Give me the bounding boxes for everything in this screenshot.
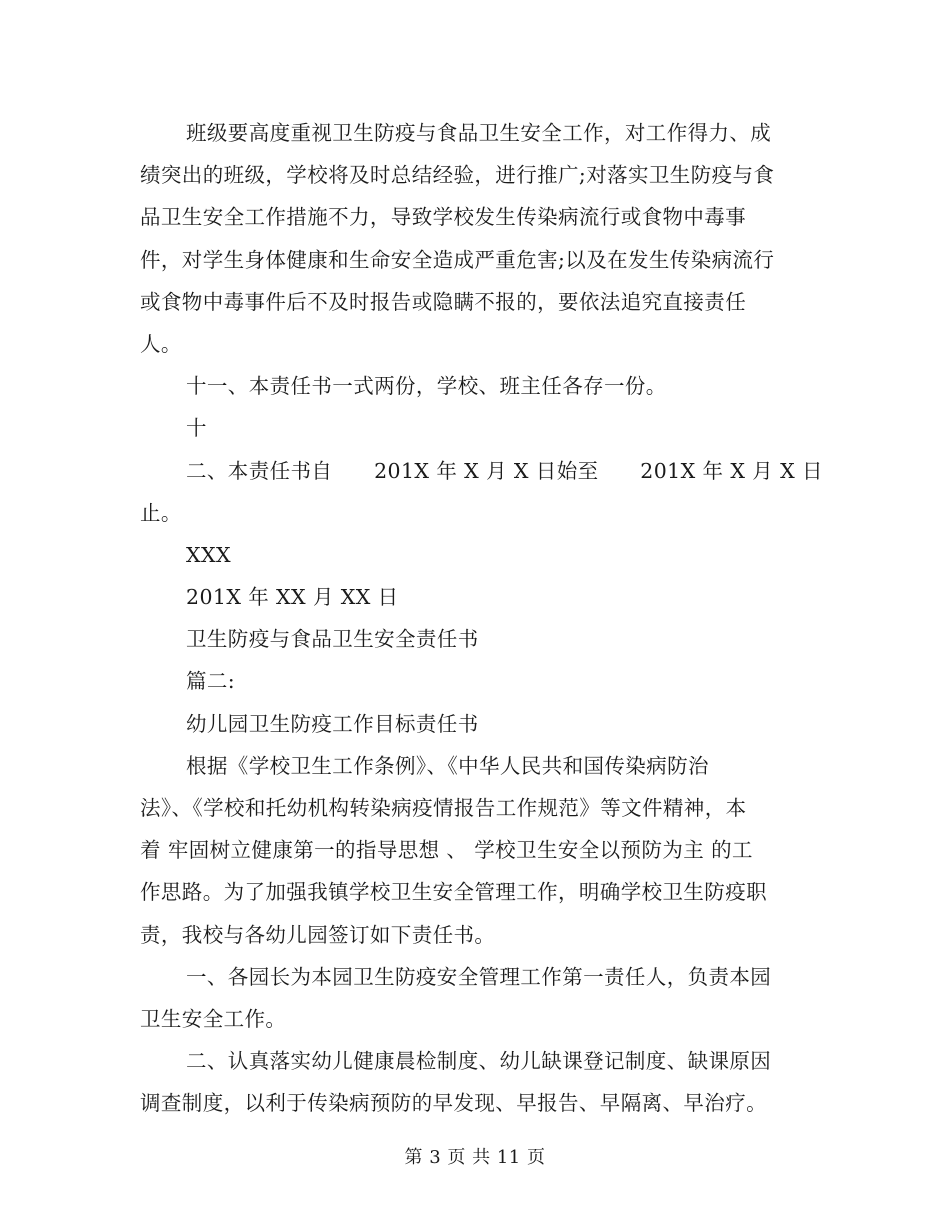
document-body	[140, 112, 823, 1125]
text-line: 调查制度，以利于传染病预防的早发现、早报告、早隔离、早治疗。	[140, 1091, 767, 1116]
section-label: 篇二:	[186, 669, 236, 694]
text-line: 绩突出的班级，学校将及时总结经验，进行推广;对落实卫生防疫与食	[140, 163, 775, 188]
text-line: 二、认真落实幼儿健康晨检制度、幼儿缺课登记制度、缺课原因	[186, 1049, 772, 1074]
signature-date: 201X 年 XX 月 XX 日	[186, 585, 399, 610]
text-line: 品卫生安全工作措施不力，导致学校发生传染病流行或食物中毒事	[140, 205, 747, 230]
page-footer: 第 3 页 共 11 页	[404, 1147, 546, 1168]
text-line: 二、本责任书自 201X 年 X 月 X 日始至 201X 年 X 月 X 日	[186, 458, 823, 483]
document-heading: 幼儿园卫生防疫工作目标责任书	[186, 711, 479, 736]
text-line: 或食物中毒事件后不及时报告或隐瞒不报的，要依法追究直接责任	[140, 289, 747, 314]
text-line: 班级要高度重视卫生防疫与食品卫生安全工作，对工作得力、成	[186, 121, 772, 145]
text-line: 根据《学校卫生工作条例》、《中华人民共和国传染病防治	[186, 753, 709, 778]
section-title: 卫生防疫与食品卫生安全责任书	[186, 627, 479, 652]
text-line: 人。	[140, 331, 182, 356]
text-line: 件，对学生身体健康和生命安全造成严重危害;以及在发生传染病流行	[140, 247, 775, 272]
text-line: 止。	[140, 500, 182, 525]
text-line: 一、各园长为本园卫生防疫安全管理工作第一责任人，负责本园	[186, 964, 772, 989]
text-line: 卫生安全工作。	[140, 1006, 287, 1031]
text-line: 责，我校与各幼儿园签订如下责任书。	[140, 922, 496, 947]
text-line: 作思路。为了加强我镇学校卫生安全管理工作，明确学校卫生防疫职	[140, 880, 767, 905]
signature-name: XXX	[186, 542, 231, 567]
text-line: 着 牢固树立健康第一的指导思想 、 学校卫生安全以预防为主 的工	[140, 838, 753, 863]
text-line: 十	[186, 416, 207, 441]
text-line: 法》、《学校和托幼机构转染病疫情报告工作规范》等文件精神，本	[140, 796, 747, 820]
text-line: 十一、本责任书一式两份，学校、班主任各存一份。	[186, 374, 667, 399]
